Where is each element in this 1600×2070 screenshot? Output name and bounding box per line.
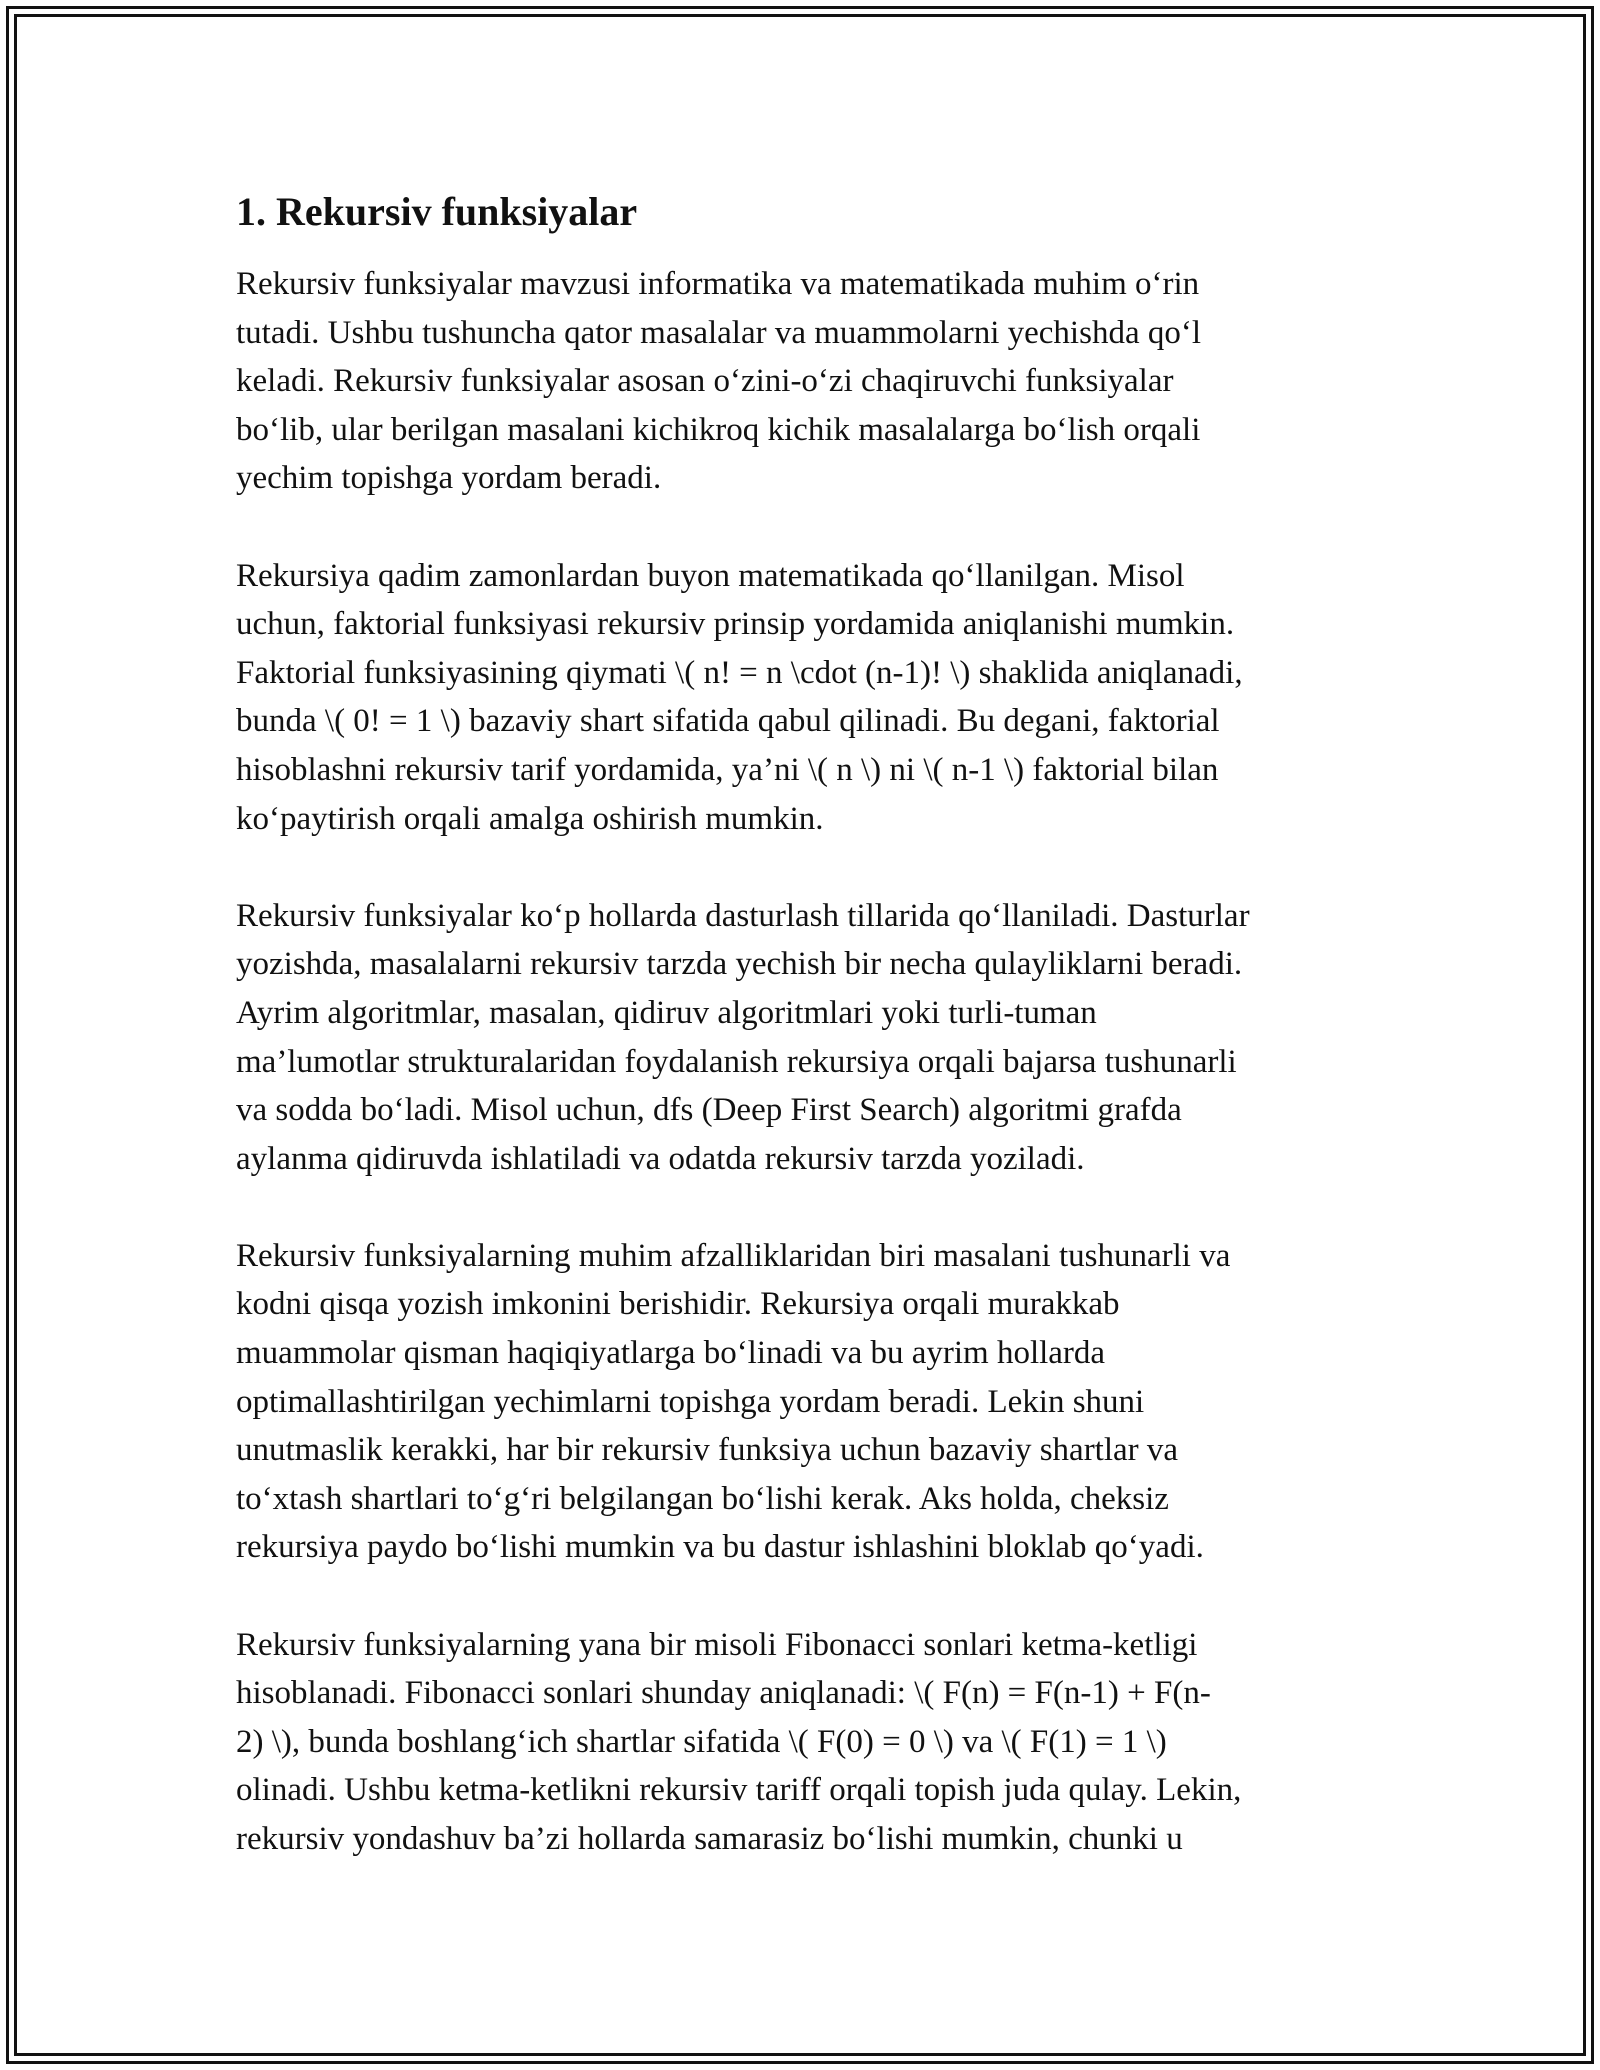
paragraph-spacer — [236, 503, 1366, 552]
text-line: Rekursiv funksiyalarning muhim afzalliklaridan biri masalani tushunarli va — [236, 1237, 1231, 1274]
text-line: Faktorial funksiyasining qiymati \( n! = n \cdot (n-1)! \) shaklida aniqlanadi, — [236, 654, 1243, 691]
text-line: yozishda, masalalarni rekursiv tarzda yechish bir necha qulayliklarni beradi. — [236, 946, 1243, 983]
text-line: 2) \), bunda boshlang‘ich shartlar sifatida \( F(0) = 0 \) va \( F(1) = 1 \) — [236, 1723, 1167, 1760]
document-body — [236, 188, 1366, 1864]
text-line: rekursiya paydo bo‘lishi mumkin va bu dastur ishlashini bloklab qo‘yadi. — [236, 1529, 1204, 1566]
section-heading: 1. Rekursiv funksiyalar — [236, 189, 638, 234]
paragraph-intro — [236, 260, 1366, 503]
text-line: olinadi. Ushbu ketma-ketlikni rekursiv tariff orqali topish juda qulay. Lekin, — [236, 1772, 1242, 1809]
paragraph-advantages — [236, 1232, 1366, 1572]
text-line: yechim topishga yordam beradi. — [236, 460, 662, 497]
paragraph-spacer — [236, 1183, 1366, 1232]
text-line: Rekursiya qadim zamonlardan buyon matematikada qo‘llanilgan. Misol — [236, 557, 1185, 594]
text-line: Rekursiv funksiyalar ko‘p hollarda dasturlash tillarida qo‘llaniladi. Dasturlar — [236, 897, 1250, 934]
paragraph-programming — [236, 892, 1366, 1184]
text-line: muammolar qisman haqiqiyatlarga bo‘linadi va bu ayrim hollarda — [236, 1335, 1106, 1372]
text-line: bo‘lib, ular berilgan masalani kichikroq kichik masalalarga bo‘lish orqali — [236, 411, 1201, 448]
text-line: optimallashtirilgan yechimlarni topishga yordam beradi. Lekin shuni — [236, 1383, 1145, 1420]
paragraph-spacer — [236, 843, 1366, 892]
text-line: va sodda bo‘ladi. Misol uchun, dfs (Deep First Search) algoritmi grafda — [236, 1092, 1182, 1129]
text-line: ko‘paytirish orqali amalga oshirish mumkin. — [236, 800, 824, 837]
text-line: Rekursiv funksiyalarning yana bir misoli Fibonacci sonlari ketma-ketligi — [236, 1626, 1198, 1663]
text-line: Ayrim algoritmlar, masalan, qidiruv algoritmlari yoki turli-tuman — [236, 994, 1097, 1031]
text-line: bunda \( 0! = 1 \) bazaviy shart sifatida qabul qilinadi. Bu degani, faktorial — [236, 703, 1220, 740]
text-line: keladi. Rekursiv funksiyalar asosan o‘zini-o‘zi chaqiruvchi funksiyalar — [236, 363, 1174, 400]
text-line: hisoblashni rekursiv tarif yordamida, ya’ni \( n \) ni \( n-1 \) faktorial bilan — [236, 751, 1219, 788]
text-line: to‘xtash shartlari to‘g‘ri belgilangan bo‘lishi kerak. Aks holda, cheksiz — [236, 1480, 1169, 1517]
text-line: hisoblanadi. Fibonacci sonlari shunday aniqlanadi: \( F(n) = F(n-1) + F(n- — [236, 1675, 1211, 1712]
text-line: uchun, faktorial funksiyasi rekursiv prinsip yordamida aniqlanishi mumkin. — [236, 606, 1235, 643]
text-line: unutmaslik kerakki, har bir rekursiv funksiya uchun bazaviy shartlar va — [236, 1432, 1179, 1469]
text-line: Rekursiv funksiyalar mavzusi informatika va matematikada muhim o‘rin — [236, 266, 1200, 302]
paragraph-spacer — [236, 1572, 1366, 1621]
text-line: kodni qisqa yozish imkonini berishidir. Rekursiya orqali murakkab — [236, 1286, 1120, 1323]
text-line: aylanma qidiruvda ishlatiladi va odatda rekursiv tarzda yoziladi. — [236, 1140, 1085, 1177]
paragraph-fibonacci — [236, 1621, 1366, 1864]
text-line: ma’lumotlar strukturalaridan foydalanish rekursiya orqali bajarsa tushunarli — [236, 1043, 1237, 1080]
text-line: rekursiv yondashuv ba’zi hollarda samarasiz bo‘lishi mumkin, chunki u — [236, 1821, 1183, 1857]
paragraph-factorial — [236, 552, 1366, 844]
text-line: tutadi. Ushbu tushuncha qator masalalar va muammolarni yechishda qo‘l — [236, 314, 1201, 351]
